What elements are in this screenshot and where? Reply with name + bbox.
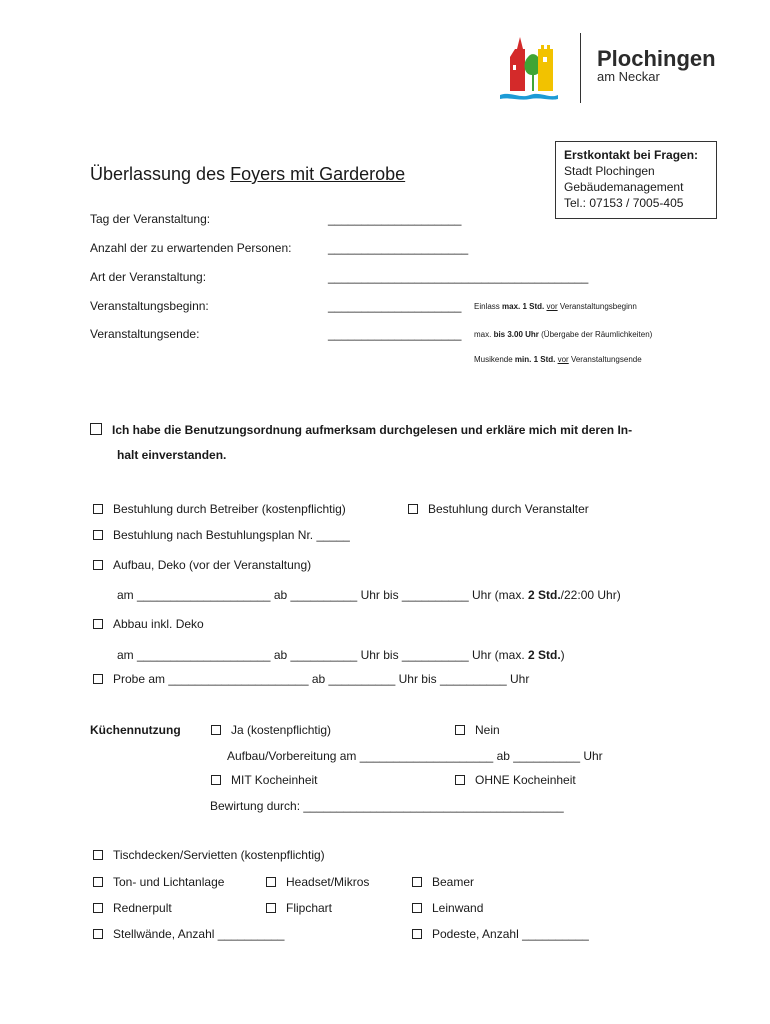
kitchen-nein-option[interactable]: Nein [455,723,500,737]
kitchen-mit-checkbox[interactable] [211,775,221,785]
contact-line-2: Gebäudemanagement [564,180,684,194]
field-label-date: Tag der Veranstaltung: [90,212,211,226]
agreement-line-2: halt einverstanden. [117,448,227,462]
note-music: Musikende min. 1 Std. vor Veranstaltungsende [474,355,642,364]
note-einlass: Einlass max. 1 Std. vor Veranstaltungsbeginn [474,302,637,311]
page-title [90,164,405,185]
field-blank-type[interactable]: _______________________________________ [328,270,589,284]
extra-beamer-checkbox[interactable] [412,877,422,887]
aufbau-checkbox[interactable] [93,560,103,570]
abbau-option[interactable]: Abbau inkl. Deko [93,617,204,631]
extra-ton-checkbox[interactable] [93,877,103,887]
abbau-checkbox[interactable] [93,619,103,629]
extra-flipchart-option[interactable]: Flipchart [266,901,332,915]
seating-plan-checkbox[interactable] [93,530,103,540]
agreement-checkbox[interactable] [90,423,102,435]
aufbau-option[interactable]: Aufbau, Deko (vor der Veranstaltung) [93,558,311,572]
title-prefix: Überlassung des [90,164,231,184]
seating-betreiber-option[interactable]: Bestuhlung durch Betreiber (kostenpflichtig) [93,502,346,516]
field-blank-start[interactable]: ____________________ [328,299,462,313]
extra-stellwaende-option[interactable]: Stellwände, Anzahl __________ [93,927,284,941]
field-blank-persons[interactable]: _____________________ [328,241,469,255]
kitchen-nein-checkbox[interactable] [455,725,465,735]
logo-divider [580,33,581,103]
extra-podeste-option[interactable]: Podeste, Anzahl __________ [412,927,589,941]
extra-flipchart-checkbox[interactable] [266,903,276,913]
abbau-time-line[interactable]: am ____________________ ab __________ Uhr bis __________ Uhr (max. 2 Std.) [117,648,565,662]
extra-podeste-checkbox[interactable] [412,929,422,939]
title-underlined: Foyers mit Garderobe [230,164,406,184]
extra-rednerpult-option[interactable]: Rednerpult [93,901,172,915]
seating-plan-option[interactable]: Bestuhlung nach Bestuhlungsplan Nr. _____ [93,528,350,542]
contact-line-1: Stadt Plochingen [564,164,655,178]
city-emblem-icon [498,35,560,101]
probe-option[interactable]: Probe am _____________________ ab __________ Uhr bis __________ Uhr [93,672,529,686]
field-label-persons: Anzahl der zu erwartenden Personen: [90,241,292,255]
seating-veranstalter-checkbox[interactable] [408,504,418,514]
contact-phone: Tel.: 07153 / 7005-405 [564,196,684,210]
logo-subtitle: am Neckar [597,69,660,84]
agreement-checkbox-row[interactable] [90,423,632,437]
extra-headset-option[interactable]: Headset/Mikros [266,875,369,889]
agreement-line-1: Ich habe die Benutzungsordnung aufmerksam durchgelesen und erkläre mich mit deren In- [112,423,633,437]
field-label-type: Art der Veranstaltung: [90,270,207,284]
extra-tischdecken-checkbox[interactable] [93,850,103,860]
contact-box [555,141,717,219]
kitchen-label: Küchennutzung [90,723,181,737]
extra-leinwand-checkbox[interactable] [412,903,422,913]
contact-heading: Erstkontakt bei Fragen: [564,148,699,162]
aufbau-time-line[interactable]: am ____________________ ab __________ Uhr bis __________ Uhr (max. 2 Std./22:00 Uhr) [117,588,621,602]
kitchen-ohne-option[interactable]: OHNE Kocheinheit [455,773,576,787]
extra-stellwaende-checkbox[interactable] [93,929,103,939]
seating-betreiber-checkbox[interactable] [93,504,103,514]
kitchen-aufbau-line[interactable]: Aufbau/Vorbereitung am ____________________ ab __________ Uhr [227,749,603,763]
kitchen-ja-checkbox[interactable] [211,725,221,735]
field-blank-date[interactable]: ____________________ [328,212,462,226]
extra-beamer-option[interactable]: Beamer [412,875,474,889]
logo-city-name: Plochingen [597,46,716,71]
extra-leinwand-option[interactable]: Leinwand [412,901,483,915]
note-end: max. bis 3.00 Uhr (Übergabe der Räumlichkeiten) [474,330,653,339]
field-blank-end[interactable]: ____________________ [328,327,462,341]
extra-headset-checkbox[interactable] [266,877,276,887]
field-label-end: Veranstaltungsende: [90,327,200,341]
extra-ton-option[interactable]: Ton- und Lichtanlage [93,875,224,889]
kitchen-ohne-checkbox[interactable] [455,775,465,785]
field-label-start: Veranstaltungsbeginn: [90,299,209,313]
extra-tischdecken-option[interactable]: Tischdecken/Servietten (kostenpflichtig) [93,848,325,862]
extra-rednerpult-checkbox[interactable] [93,903,103,913]
kitchen-ja-option[interactable]: Ja (kostenpflichtig) [211,723,331,737]
probe-checkbox[interactable] [93,674,103,684]
seating-veranstalter-option[interactable]: Bestuhlung durch Veranstalter [408,502,589,516]
kitchen-bewirtung-line[interactable]: Bewirtung durch: _______________________________________ [210,799,564,813]
city-logo [498,35,560,104]
kitchen-mit-option[interactable]: MIT Kocheinheit [211,773,318,787]
